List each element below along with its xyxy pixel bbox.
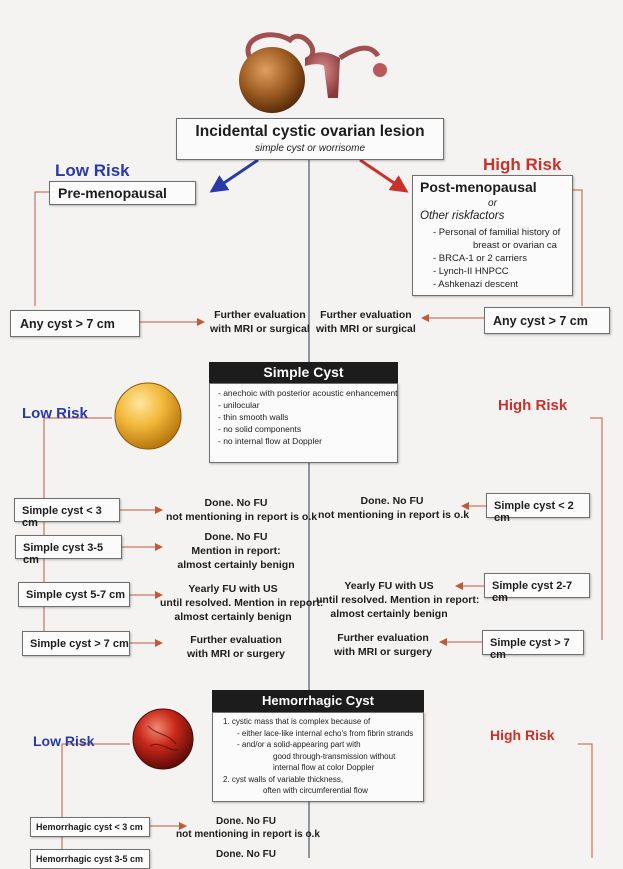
further-eval-right: [316, 308, 416, 336]
or-label: or: [488, 198, 497, 209]
action-line: until resolved. Mention in report:: [160, 597, 324, 609]
action-line: Yearly FU with US: [344, 580, 434, 592]
simple-right-action: [318, 494, 470, 522]
hemorrhagic-criterion: internal flow at color Doppler: [273, 763, 375, 772]
further-eval-right-line2: with MRI or surgical: [316, 323, 416, 335]
action-line: Done. No FU: [216, 849, 276, 860]
simple-left-action: [166, 530, 306, 572]
simple-left-action: [166, 496, 318, 524]
further-eval-left-line2: with MRI or surgical: [210, 323, 310, 335]
any-cyst-left-label: Any cyst > 7 cm: [20, 317, 115, 331]
low-risk-label-top: Low Risk: [55, 161, 130, 180]
hemorrhagic-criterion: often with circumferential flow: [263, 786, 368, 795]
any-cyst-right-box: [484, 307, 610, 334]
action-line: Done. No FU: [204, 531, 268, 543]
post-menopausal-box: [412, 175, 573, 296]
riskfactor-item: - BRCA-1 or 2 carriers: [433, 253, 527, 264]
simple-right-box: Simple cyst 2-7 cm: [484, 573, 590, 598]
simple-right-box: Simple cyst < 2 cm: [486, 493, 590, 518]
hemorrhagic-cyst-header: Hemorrhagic Cyst: [212, 690, 424, 712]
action-line: almost certainly benign: [330, 608, 448, 620]
action-line: with MRI or surgery: [186, 648, 285, 660]
riskfactor-item: - Ashkenazi descent: [433, 279, 519, 290]
post-menopausal-label: Post-menopausal: [420, 179, 537, 195]
hemorrhagic-low-risk-label: Low Risk: [33, 733, 95, 749]
hemorrhagic-left-action: [176, 815, 320, 841]
hemorrhagic-criterion: 2. cyst walls of variable thickness,: [223, 774, 344, 784]
simple-right-box: Simple cyst > 7 cm: [482, 630, 584, 655]
further-eval-left: [210, 308, 310, 336]
action-line: not mentioning in report is o.k: [166, 511, 318, 523]
hemorrhagic-criterion: - either lace-like internal echo's from fibrin strands: [237, 728, 414, 738]
simple-criterion: - no internal flow at Doppler: [218, 436, 322, 446]
high-risk-label-top: High Risk: [483, 155, 562, 174]
pre-menopausal-box: [49, 181, 196, 205]
action-line: Done. No FU: [360, 495, 424, 507]
diagram-subtitle: simple cyst or worrisome: [254, 143, 366, 154]
uterus-ovary-illustration: [220, 18, 395, 118]
simple-low-risk-label: Low Risk: [22, 405, 88, 422]
action-line: Further evaluation: [337, 632, 429, 644]
hemorrhagic-left-action: [176, 848, 316, 861]
diagram-title: Incidental cystic ovarian lesion: [195, 123, 425, 140]
pre-menopausal-label: Pre-menopausal: [58, 185, 167, 201]
action-line: Yearly FU with US: [188, 583, 278, 595]
simple-left-box: Simple cyst > 7 cm: [22, 631, 130, 656]
simple-left-box: Simple cyst 3-5 cm: [15, 535, 122, 559]
simple-cyst-criteria: [209, 383, 398, 463]
simple-right-action: [316, 579, 480, 621]
action-line: Done. No FU: [204, 497, 268, 509]
simple-cyst-image: [112, 380, 184, 452]
hemorrhagic-criterion: good through-transmission without: [273, 751, 396, 761]
further-eval-left-line1: Further evaluation: [214, 309, 306, 321]
simple-criterion: - thin smooth walls: [218, 412, 289, 422]
further-eval-right-line1: Further evaluation: [320, 309, 412, 321]
hemorrhagic-criterion: 1. cystic mass that is complex because of: [223, 717, 371, 726]
action-line: Done. No FU: [216, 816, 276, 827]
riskfactor-item: - Personal of familial history of: [433, 227, 561, 238]
action-line: not mentioning in report is o.k: [318, 509, 470, 521]
hemorrhagic-criterion: - and/or a solid-appearing part with: [237, 740, 361, 749]
simple-high-risk-label: High Risk: [498, 397, 568, 414]
riskfactor-item: - Lynch-II HNPCC: [433, 266, 509, 277]
action-line: almost certainly benign: [174, 611, 292, 623]
other-riskfactors-label: Other riskfactors: [420, 210, 505, 222]
simple-criterion: - no solid components: [218, 424, 302, 434]
simple-criterion: - anechoic with posterior acoustic enhancement: [218, 388, 398, 398]
title-box: [176, 118, 444, 160]
action-line: almost certainly benign: [177, 559, 295, 571]
hemorrhagic-left-box: Hemorrhagic cyst < 3 cm: [30, 817, 150, 837]
action-line: Further evaluation: [190, 634, 282, 646]
simple-left-action: [166, 633, 306, 661]
hemorrhagic-high-risk-label: High Risk: [490, 727, 555, 743]
any-cyst-right-label: Any cyst > 7 cm: [493, 314, 588, 328]
simple-left-box: Simple cyst < 3 cm: [14, 498, 120, 522]
simple-criterion: - unilocular: [218, 400, 260, 410]
riskfactor-item: breast or ovarian ca: [473, 240, 557, 251]
action-line: until resolved. Mention in report:: [316, 594, 480, 606]
simple-cyst-header: Simple Cyst: [209, 362, 398, 383]
any-cyst-left-box: [10, 310, 140, 337]
simple-left-box: Simple cyst 5-7 cm: [18, 582, 130, 607]
action-line: with MRI or surgery: [333, 646, 432, 658]
riskfactor-list: [433, 226, 560, 291]
hemorrhagic-cyst-image: [130, 706, 196, 772]
action-line: Mention in report:: [191, 545, 281, 557]
action-line: not mentioning in report is o.k: [176, 829, 320, 840]
hemorrhagic-cyst-criteria: [212, 712, 424, 802]
simple-right-action: [318, 631, 448, 659]
simple-left-action: [160, 582, 324, 624]
hemorrhagic-left-box: Hemorrhagic cyst 3-5 cm: [30, 849, 150, 869]
